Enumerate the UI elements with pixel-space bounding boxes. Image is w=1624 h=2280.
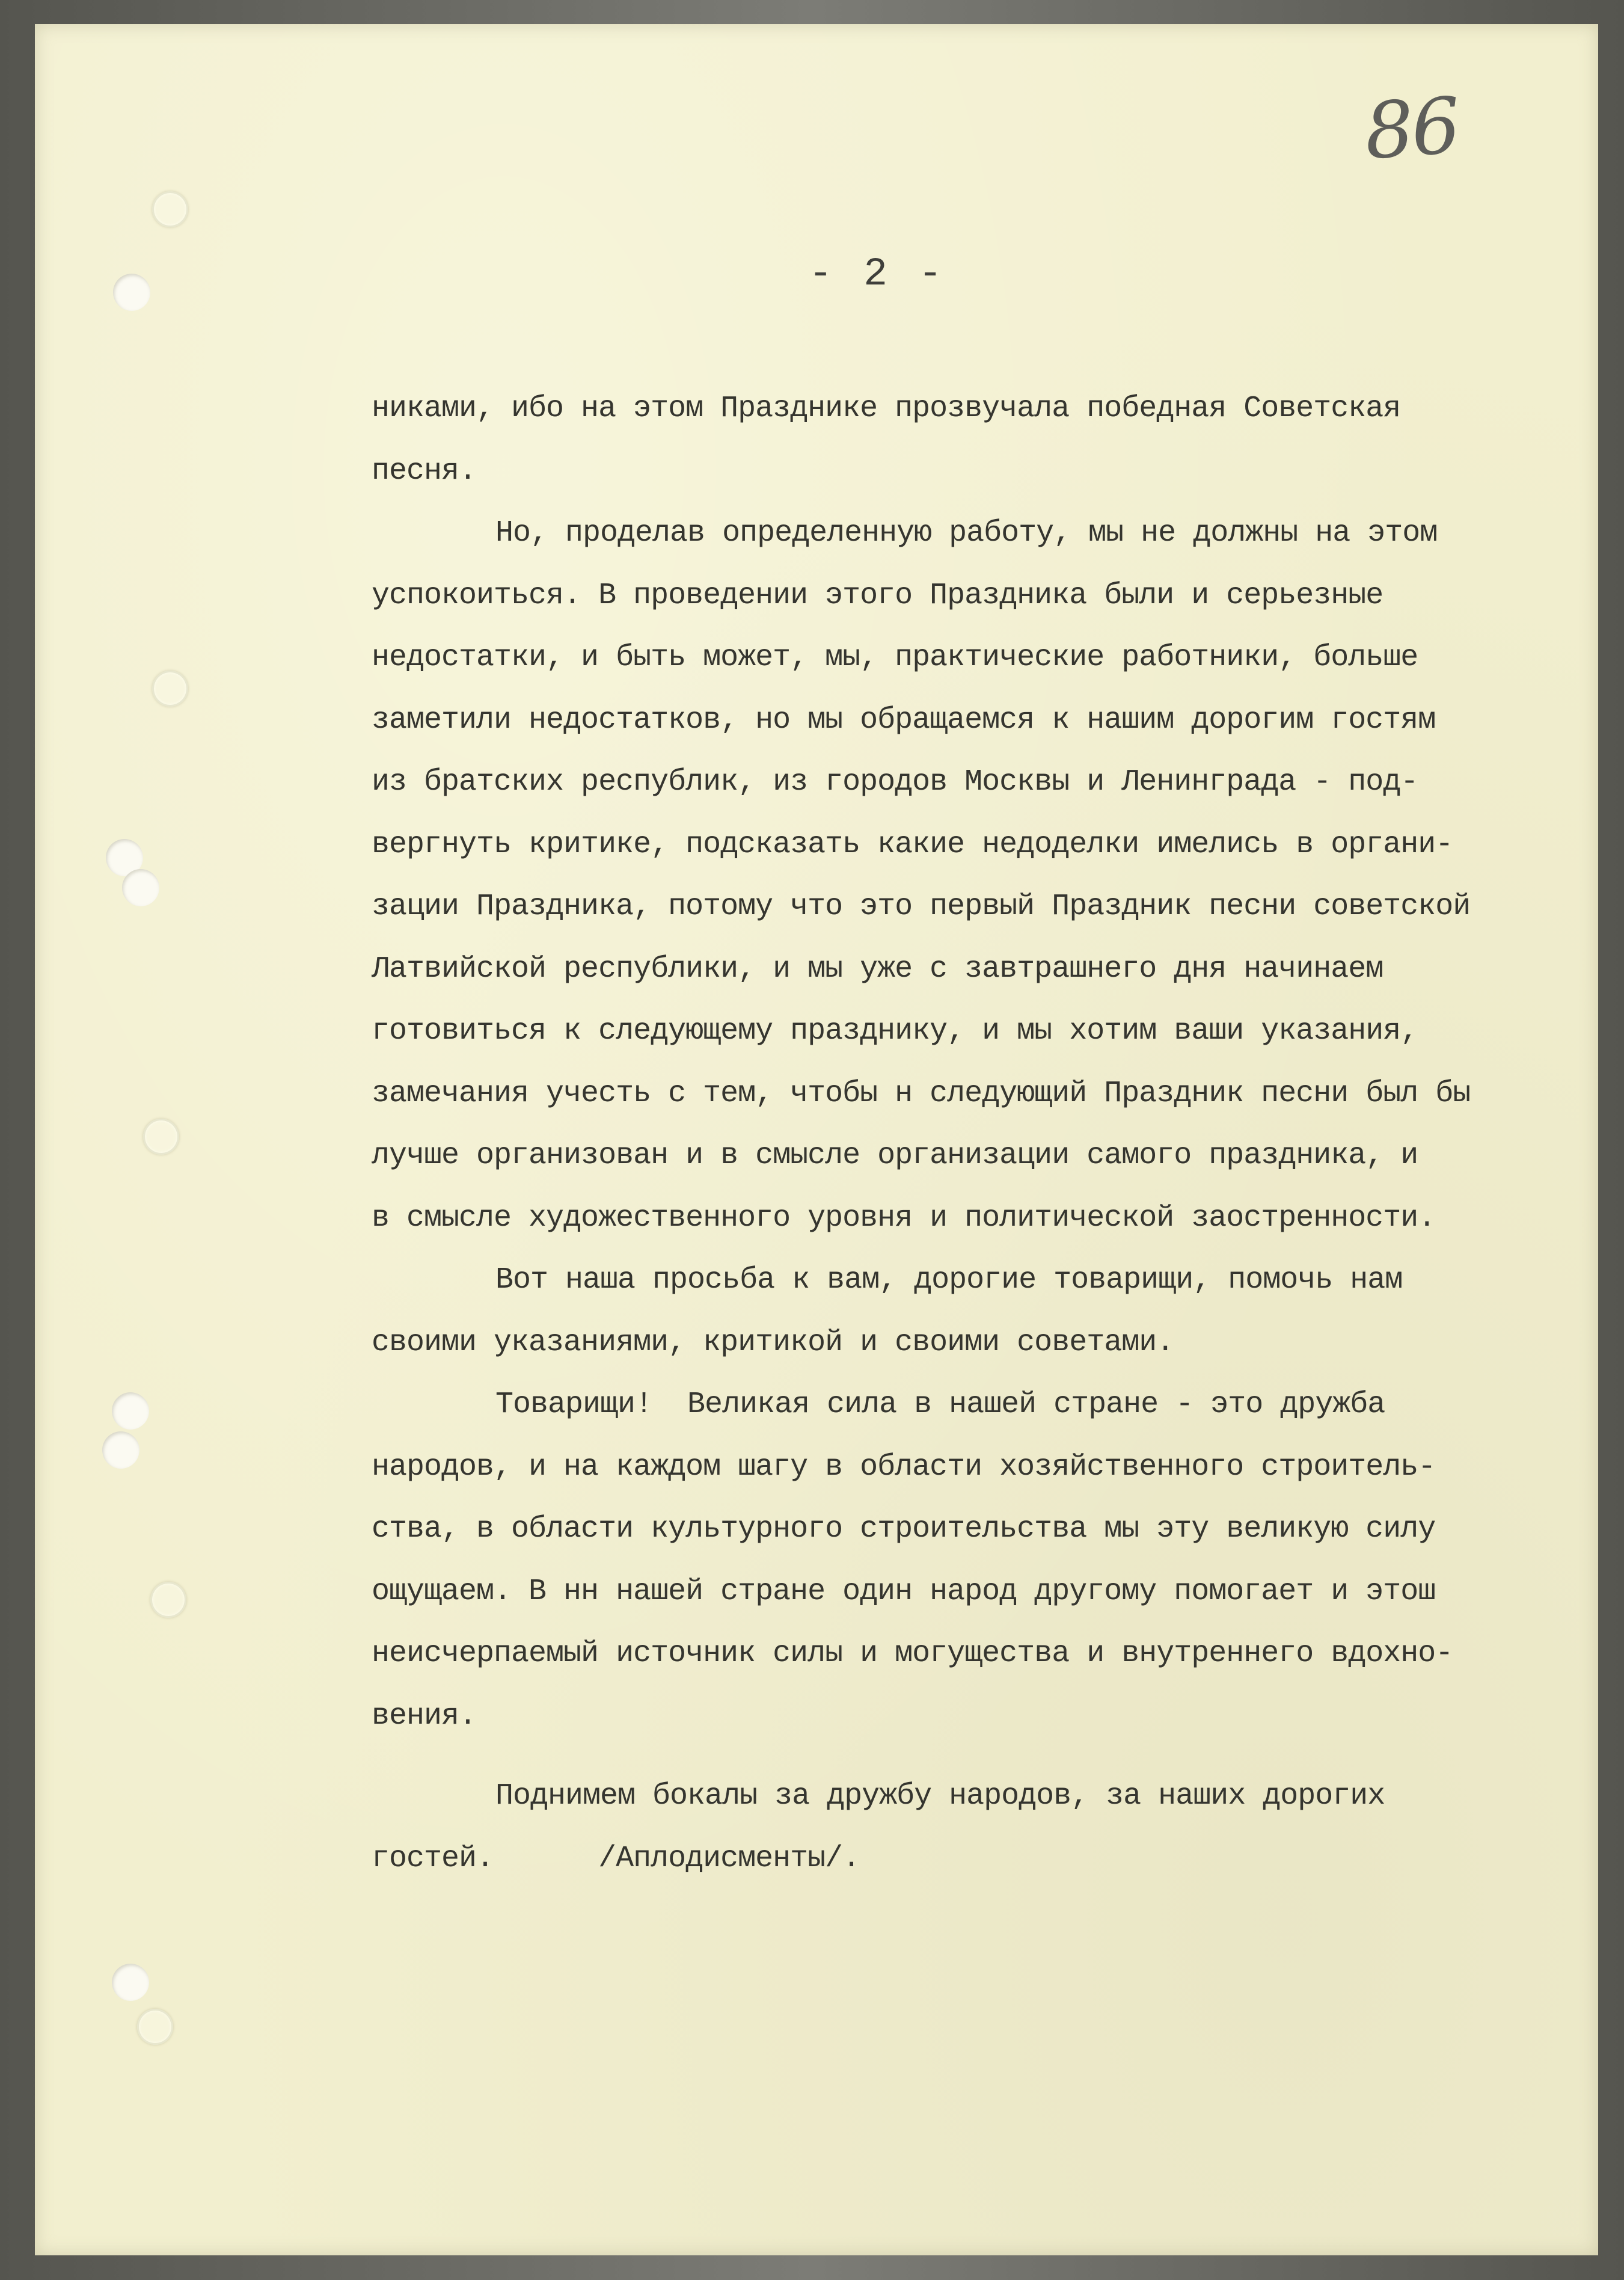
text-line: своими указаниями, критикой и своими советами. xyxy=(372,1325,1174,1360)
text-line: Вот наша просьба к вам, дорогие товарищи, помочь нам xyxy=(495,1263,1403,1297)
text-line: зации Праздника, потому что это первый Праздник песни советской xyxy=(372,890,1471,924)
text-line: Поднимем бокалы за дружбу народов, за наших дорогих xyxy=(495,1779,1385,1813)
text-line: неисчерпаемый источник силы и могущества и внутреннего вдохно- xyxy=(372,1636,1453,1671)
punch-hole xyxy=(112,1392,149,1430)
text-line: готовиться к следующему празднику, и мы хотим ваши указания, xyxy=(372,1014,1418,1048)
embossed-stamp-mark xyxy=(152,671,188,707)
text-line: песня. xyxy=(372,453,477,488)
punch-hole xyxy=(113,274,150,311)
text-line: вергнуть критике, подсказать какие недоделки имелись в органи- xyxy=(372,827,1453,862)
text-line: лучше организован и в смысле организации самого праздника, и xyxy=(372,1138,1418,1173)
text-line: ощущаем. В нн нашей стране один народ другому помогает и этош xyxy=(372,1574,1436,1609)
text-line: замечания учесть с тем, чтобы н следующий Праздник песни был бы xyxy=(372,1076,1471,1111)
text-line: заметили недостатков, но мы обращаемся к нашим дорогим гостям xyxy=(372,702,1436,737)
embossed-stamp-mark xyxy=(143,1119,179,1155)
text-line: Но, проделав определенную работу, мы не должны на этом xyxy=(495,516,1438,550)
text-line: успокоиться. В проведении этого Праздника были и серьезные xyxy=(372,578,1383,613)
text-line: Латвийской республики, и мы уже с завтрашнего дня начинаем xyxy=(372,951,1383,986)
punch-hole xyxy=(102,1431,139,1469)
typed-body-text xyxy=(372,378,1550,1890)
text-line: в смысле художественного уровня и политической заостренности. xyxy=(372,1200,1436,1235)
embossed-stamp-mark xyxy=(150,1582,186,1618)
text-line: ства, в области культурного строительства мы эту великую силу xyxy=(372,1512,1436,1546)
punch-hole xyxy=(122,869,159,906)
embossed-stamp-mark xyxy=(137,2009,173,2045)
embossed-stamp-mark xyxy=(152,191,188,227)
text-line: народов, и на каждом шагу в области хозяйственного строитель- xyxy=(372,1449,1436,1484)
text-line: из братских республик, из городов Москвы и Ленинграда - под- xyxy=(372,765,1418,799)
text-line: недостатки, и быть может, мы, практические работники, больше xyxy=(372,641,1418,675)
handwritten-folio-number: 86 xyxy=(1361,81,1461,177)
text-line: гостей. /Аплодисменты/. xyxy=(372,1841,860,1876)
text-line: никами, ибо на этом Празднике прозвучала победная Советская xyxy=(372,392,1401,426)
punch-hole xyxy=(112,1964,149,2001)
page-number: - 2 - xyxy=(809,251,946,297)
text-line: вения. xyxy=(372,1698,477,1733)
text-line: Товарищи! Великая сила в нашей стране - это дружба xyxy=(495,1387,1385,1422)
